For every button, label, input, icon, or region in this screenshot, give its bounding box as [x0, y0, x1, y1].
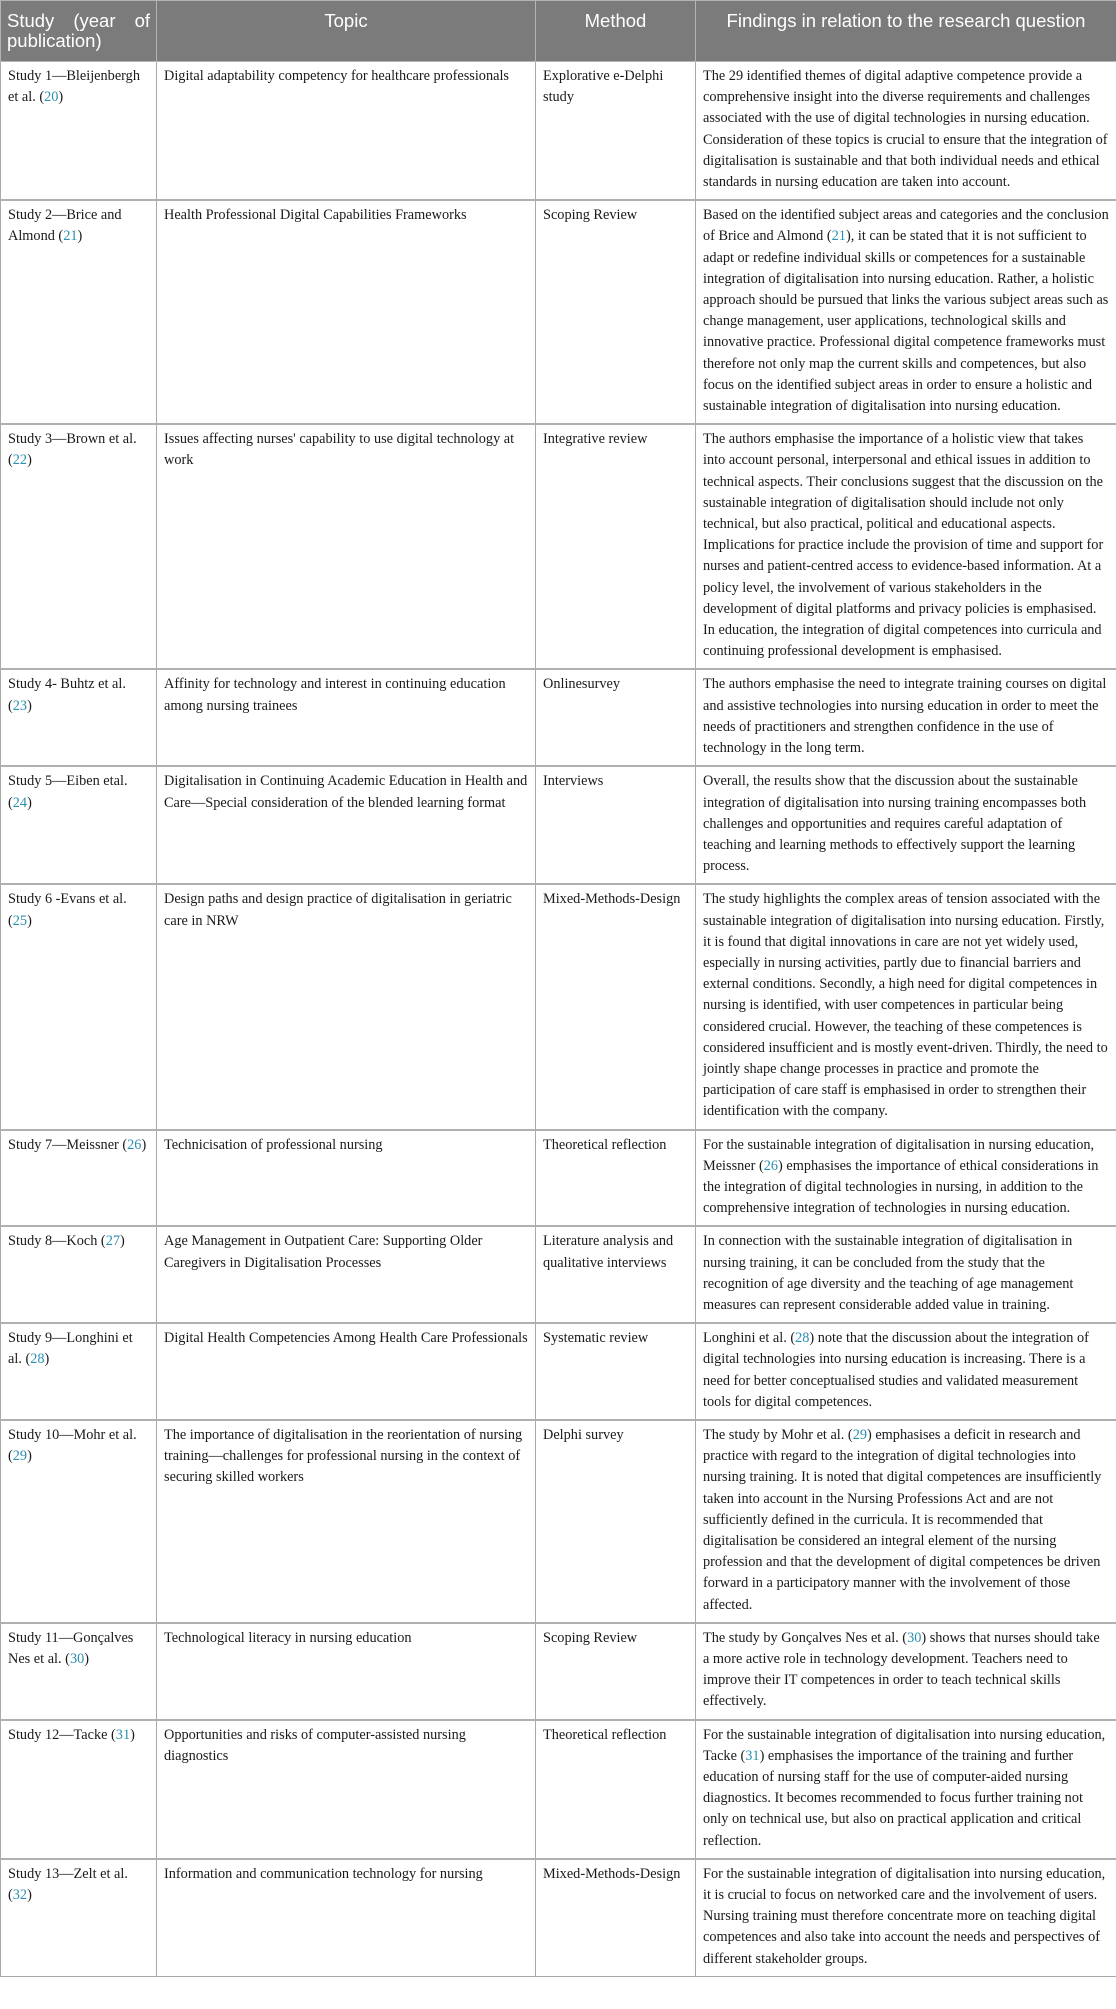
findings-text-end: ) emphasises the importance of the training and further education of nursing staff for the use of computer-aided nursing diagnostics. It becomes recommended to focus further training not only on technical use, but also on practical application and critical reflection. [703, 1747, 1083, 1849]
table-row [1, 766, 1116, 884]
study-label-end: ) [27, 1887, 32, 1904]
study-label: Study 11—Gonçalves Nes et al. ( [8, 1629, 134, 1668]
table-row [1, 62, 1116, 201]
study-label: Study 3—Brown et al. ( [8, 431, 137, 469]
table-row [1, 1859, 1116, 1977]
method-cell: Delphi survey [536, 1420, 696, 1623]
findings-text: Based on the identified subject areas and categories and the conclusion of Brice and Almond ( [703, 207, 1109, 245]
study-label-end: ) [27, 794, 32, 811]
method-cell: Explorative e-Delphi study [536, 62, 696, 201]
study-cell [1, 1130, 157, 1227]
findings-text-end: ) emphasises the importance of ethical considerations in the integration of digital technologies in nursing, in addition to the comprehensive integration of technologies in nursing education. [703, 1157, 1099, 1217]
method-cell: Systematic review [536, 1323, 696, 1420]
study-reference-link[interactable]: 31 [115, 1726, 131, 1743]
topic-cell: Design paths and design practice of digitalisation in geriatric care in NRW [157, 884, 536, 1129]
study-label: Study 9—Longhini et al. ( [8, 1330, 133, 1368]
header-study: Study (year of publication) [1, 1, 157, 62]
table-row [1, 200, 1116, 424]
table-row [1, 1420, 1116, 1623]
findings-text-end: ) note that the discussion about the integration of digital technologies into nursing education is increasing. There is a need for better conceptualised studies and validated measurement tools for digital competences. [703, 1330, 1089, 1410]
method-cell: Onlinesurvey [536, 669, 696, 766]
study-reference-link[interactable]: 23 [12, 697, 28, 714]
study-reference-link[interactable]: 32 [12, 1887, 28, 1904]
findings-reference-link[interactable]: 31 [745, 1747, 760, 1764]
table-row [1, 1623, 1116, 1720]
table-row [1, 1130, 1116, 1227]
findings-reference-link[interactable]: 26 [763, 1157, 779, 1174]
method-cell: Theoretical reflection [536, 1130, 696, 1227]
findings-cell [696, 200, 1116, 424]
table-body [1, 62, 1116, 1977]
findings-reference-link[interactable]: 30 [907, 1629, 922, 1646]
method-cell: Mixed-Methods-Design [536, 884, 696, 1129]
topic-cell: The importance of digitalisation in the reorientation of nursing training—challenges for professional nursing in the context of securing skilled workers [157, 1420, 536, 1623]
study-reference-link[interactable]: 24 [12, 794, 28, 811]
study-label-end: ) [84, 1651, 89, 1668]
study-label-end: ) [130, 1726, 135, 1743]
topic-cell: Technological literacy in nursing education [157, 1623, 536, 1720]
study-label: Study 8—Koch ( [8, 1233, 106, 1250]
findings-cell [696, 1720, 1116, 1859]
findings-text-end: ) emphasises a deficit in research and practice with regard to the integration of digital technologies into nursing training. It is noted that digital competences are insufficiently taken into account in the Nursing Professions Act and are not sufficiently defined in the curricula. It is recommended that digitalisation be considered an integral element of the nursing profession and that the development of digital competences be driven forward in a participatory manner with the involvement of those affected. [703, 1426, 1102, 1613]
study-reference-link[interactable]: 26 [127, 1136, 142, 1153]
method-cell: Integrative review [536, 424, 696, 669]
header-topic: Topic [157, 1, 536, 62]
study-label: Study 4- Buhtz et al. ( [8, 676, 126, 714]
method-cell: Literature analysis and qualitative interviews [536, 1226, 696, 1323]
findings-text: For the sustainable integration of digitalisation into nursing education, Tacke ( [703, 1726, 1106, 1764]
findings-text: The study highlights the complex areas of tension associated with the sustainable integration of digitalisation into nursing education. Firstly, it is found that digital innovations in care are not yet widely used, especially in nursing activities, partly due to financial barriers and external conditions. Secondly, a high need for digital competences in nursing is identified, with user competences in particular being considered crucial. However, the teaching of these competences is considered insufficient and is mostly event-driven. Thirdly, the need to jointly shape change processes in practice and promote the participation of care staff is emphasised in order to strengthen their identification with the company. [703, 891, 1108, 1120]
findings-text: In connection with the sustainable integration of digitalisation in nursing training, it can be concluded from the study that the recognition of age diversity and the teaching of age management measures can represent considerable added value in training. [703, 1233, 1074, 1313]
study-reference-link[interactable]: 20 [44, 89, 59, 106]
topic-cell: Opportunities and risks of computer-assisted nursing diagnostics [157, 1720, 536, 1859]
study-label-end: ) [27, 1448, 32, 1465]
findings-cell [696, 1130, 1116, 1227]
study-label-end: ) [58, 89, 64, 106]
method-cell: Theoretical reflection [536, 1720, 696, 1859]
study-reference-link[interactable]: 28 [30, 1351, 45, 1368]
study-cell [1, 1859, 157, 1977]
method-cell: Mixed-Methods-Design [536, 1859, 696, 1977]
findings-cell [696, 62, 1116, 201]
study-reference-link[interactable]: 27 [105, 1233, 120, 1250]
topic-cell: Digital Health Competencies Among Health Care Professionals [157, 1323, 536, 1420]
study-label: Study 7—Meissner ( [8, 1136, 128, 1153]
topic-cell: Digital adaptability competency for healthcare professionals [157, 62, 536, 201]
study-cell [1, 1720, 157, 1859]
findings-text: For the sustainable integration of digitalisation in nursing education, Meissner ( [703, 1136, 1095, 1174]
topic-cell: Digitalisation in Continuing Academic Education in Health and Care—Special consideration of the blended learning format [157, 766, 536, 884]
table-row [1, 424, 1116, 669]
table-row [1, 884, 1116, 1129]
study-cell [1, 424, 157, 669]
topic-cell: Age Management in Outpatient Care: Supporting Older Caregivers in Digitalisation Processes [157, 1226, 536, 1323]
study-label: Study 5—Eiben etal. ( [8, 773, 128, 811]
study-label: Study 10—Mohr et al. ( [8, 1426, 137, 1465]
study-cell [1, 62, 157, 201]
header-method: Method [536, 1, 696, 62]
findings-text: The 29 identified themes of digital adaptive competence provide a comprehensive insight into the diverse requirements and challenges associated with the use of digital technologies in nursing education. Consideration of these topics is crucial to ensure that the integration of digitalisation is sustainable and that both individual needs and ethical standards in nursing education are taken into account. [703, 68, 1108, 191]
findings-text: The authors emphasise the need to integrate training courses on digital and assistive technologies into nursing education in order to meet the needs of practitioners and strengthen confidence in the use of technology in the long term. [703, 676, 1107, 757]
study-label: Study 13—Zelt et al. ( [8, 1865, 128, 1904]
study-label-end: ) [141, 1136, 147, 1153]
study-reference-link[interactable]: 30 [69, 1651, 85, 1668]
topic-cell: Health Professional Digital Capabilities Frameworks [157, 200, 536, 424]
table-row [1, 669, 1116, 766]
findings-text: The study by Gonçalves Nes et al. ( [703, 1629, 908, 1646]
findings-cell [696, 1323, 1116, 1420]
study-label-end: ) [27, 697, 32, 714]
topic-cell: Issues affecting nurses' capability to use digital technology at work [157, 424, 536, 669]
method-cell: Scoping Review [536, 1623, 696, 1720]
study-cell [1, 1226, 157, 1323]
header-findings: Findings in relation to the research question [696, 1, 1116, 62]
findings-text-end: ) shows that nurses should take a more active role in technology development. Teachers need to improve their IT competences in order to teach technical skills effectively. [703, 1629, 1100, 1710]
header-row [1, 1, 1116, 62]
findings-reference-link[interactable]: 21 [831, 228, 846, 245]
findings-cell [696, 1859, 1116, 1977]
study-cell [1, 200, 157, 424]
study-cell [1, 669, 157, 766]
findings-reference-link[interactable]: 28 [795, 1330, 810, 1347]
findings-reference-link[interactable]: 29 [852, 1426, 867, 1443]
study-label-end: ) [120, 1233, 125, 1250]
topic-cell: Information and communication technology for nursing [157, 1859, 536, 1977]
study-label: Study 1—Bleijenbergh et al. ( [8, 68, 140, 106]
study-label-end: ) [27, 912, 32, 929]
study-cell [1, 1323, 157, 1420]
findings-cell [696, 1420, 1116, 1623]
findings-text: Overall, the results show that the discussion about the sustainable integration of digitalisation into nursing training encompasses both challenges and opportunities and requires careful adaptation of teaching and learning methods to effectively support the learning process. [703, 773, 1087, 875]
study-reference-link[interactable]: 22 [12, 452, 28, 469]
study-reference-link[interactable]: 29 [12, 1448, 28, 1465]
findings-text: Longhini et al. ( [703, 1330, 796, 1347]
study-label: Study 12—Tacke ( [8, 1726, 116, 1743]
table-row [1, 1720, 1116, 1859]
study-cell [1, 884, 157, 1129]
table-header [1, 1, 1116, 62]
study-label: Study 2—Brice and Almond ( [8, 207, 122, 245]
table-row [1, 1226, 1116, 1323]
table-row [1, 1323, 1116, 1420]
study-cell [1, 766, 157, 884]
study-cell [1, 1623, 157, 1720]
findings-text: The study by Mohr et al. ( [703, 1426, 853, 1443]
topic-cell: Technicisation of professional nursing [157, 1130, 536, 1227]
method-cell: Scoping Review [536, 200, 696, 424]
findings-cell [696, 1623, 1116, 1720]
study-label-end: ) [44, 1351, 50, 1368]
study-label-end: ) [77, 228, 83, 245]
findings-cell [696, 766, 1116, 884]
findings-text: The authors emphasise the importance of a holistic view that takes into account personal, interpersonal and ethical issues in addition to technical aspects. Their conclusions suggest that the discussion on the sustainable integration of digitalisation should include not only technical, but also practical, political and educational aspects. Implications for practice include the provision of time and support for nurses and patient-centred access to evidence-based information. At a policy level, the involvement of various stakeholders in the development of digital platforms and privacy policies is emphasised. In education, the integration of digital competences into curricula and continuing professional development is emphasised. [703, 431, 1104, 660]
method-cell: Interviews [536, 766, 696, 884]
study-label: Study 6 -Evans et al. ( [8, 891, 127, 929]
findings-cell [696, 1226, 1116, 1323]
study-cell [1, 1420, 157, 1623]
findings-text: For the sustainable integration of digitalisation into nursing education, it is crucial to focus on networked care and the involvement of users. Nursing training must therefore concentrate more on teaching digital competences and also take into account the needs and perspectives of different stakeholder groups. [703, 1865, 1106, 1967]
study-label-end: ) [27, 452, 32, 469]
study-reference-link[interactable]: 21 [63, 228, 78, 245]
findings-cell [696, 424, 1116, 669]
findings-text-end: ), it can be stated that it is not sufficient to adapt or redefine individual skills or competences for a sustainable integration of digitalisation into nursing education. Rather, a holistic approach should be pursued that links the various subject areas such as change management, user applications, technological skills and innovative practice. Professional digital competence frameworks must therefore not only map the current skills and competences, but also focus on the identified subject areas in order to ensure a holistic and sustainable integration of digitalisation into nursing education. [703, 228, 1109, 415]
study-reference-link[interactable]: 25 [12, 912, 28, 929]
topic-cell: Affinity for technology and interest in continuing education among nursing trainees [157, 669, 536, 766]
findings-cell [696, 884, 1116, 1129]
findings-cell [696, 669, 1116, 766]
